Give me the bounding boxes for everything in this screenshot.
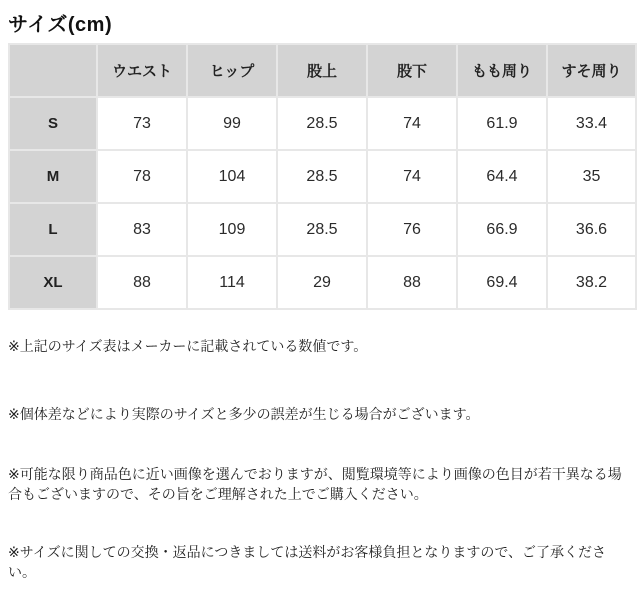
note-return-shipping: ※サイズに関しての交換・返品につきましては送料がお客様負担となりますので、ご了承ください。 bbox=[8, 544, 607, 580]
column-header-rise: 股上 bbox=[277, 44, 367, 97]
table-row bbox=[9, 203, 636, 256]
cell-value: 64.4 bbox=[457, 150, 547, 203]
note-size-variation: ※個体差などにより実際のサイズと多少の誤差が生じる場合がございます。 bbox=[8, 406, 480, 422]
cell-value: 69.4 bbox=[457, 256, 547, 309]
column-header-hip: ヒップ bbox=[187, 44, 277, 97]
table-row bbox=[9, 150, 636, 203]
row-header-size: XL bbox=[9, 256, 97, 309]
cell-value: 74 bbox=[367, 97, 457, 150]
row-header-size: M bbox=[9, 150, 97, 203]
cell-value: 88 bbox=[367, 256, 457, 309]
cell-value: 104 bbox=[187, 150, 277, 203]
column-header-thigh: もも周り bbox=[457, 44, 547, 97]
cell-value: 114 bbox=[187, 256, 277, 309]
column-header-waist: ウエスト bbox=[97, 44, 187, 97]
cell-value: 35 bbox=[547, 150, 636, 203]
cell-value: 88 bbox=[97, 256, 187, 309]
notes-section bbox=[8, 336, 632, 582]
cell-value: 83 bbox=[97, 203, 187, 256]
row-header-size: L bbox=[9, 203, 97, 256]
cell-value: 74 bbox=[367, 150, 457, 203]
cell-value: 28.5 bbox=[277, 150, 367, 203]
cell-value: 36.6 bbox=[547, 203, 636, 256]
cell-value: 33.4 bbox=[547, 97, 636, 150]
cell-value: 29 bbox=[277, 256, 367, 309]
table-header-row bbox=[9, 44, 636, 97]
cell-value: 78 bbox=[97, 150, 187, 203]
cell-value: 38.2 bbox=[547, 256, 636, 309]
cell-value: 109 bbox=[187, 203, 277, 256]
column-header-inseam: 股下 bbox=[367, 44, 457, 97]
cell-value: 99 bbox=[187, 97, 277, 150]
column-header-hem: すそ周り bbox=[547, 44, 636, 97]
cell-value: 66.9 bbox=[457, 203, 547, 256]
cell-value: 28.5 bbox=[277, 97, 367, 150]
page-title: サイズ(cm) bbox=[8, 14, 113, 36]
table-row bbox=[9, 256, 636, 309]
note-color-difference: ※可能な限り商品色に近い画像を選んでおりますが、閲覧環境等により画像の色目が若干異なる場合もございますので、その旨をご理解された上でご購入ください。 bbox=[8, 466, 622, 502]
note-manufacturer-values: ※上記のサイズ表はメーカーに記載されている数値です。 bbox=[8, 338, 368, 354]
size-table bbox=[8, 43, 637, 310]
cell-value: 73 bbox=[97, 97, 187, 150]
row-header-size: S bbox=[9, 97, 97, 150]
table-corner-cell bbox=[9, 44, 97, 97]
cell-value: 76 bbox=[367, 203, 457, 256]
cell-value: 61.9 bbox=[457, 97, 547, 150]
cell-value: 28.5 bbox=[277, 203, 367, 256]
table-row bbox=[9, 97, 636, 150]
